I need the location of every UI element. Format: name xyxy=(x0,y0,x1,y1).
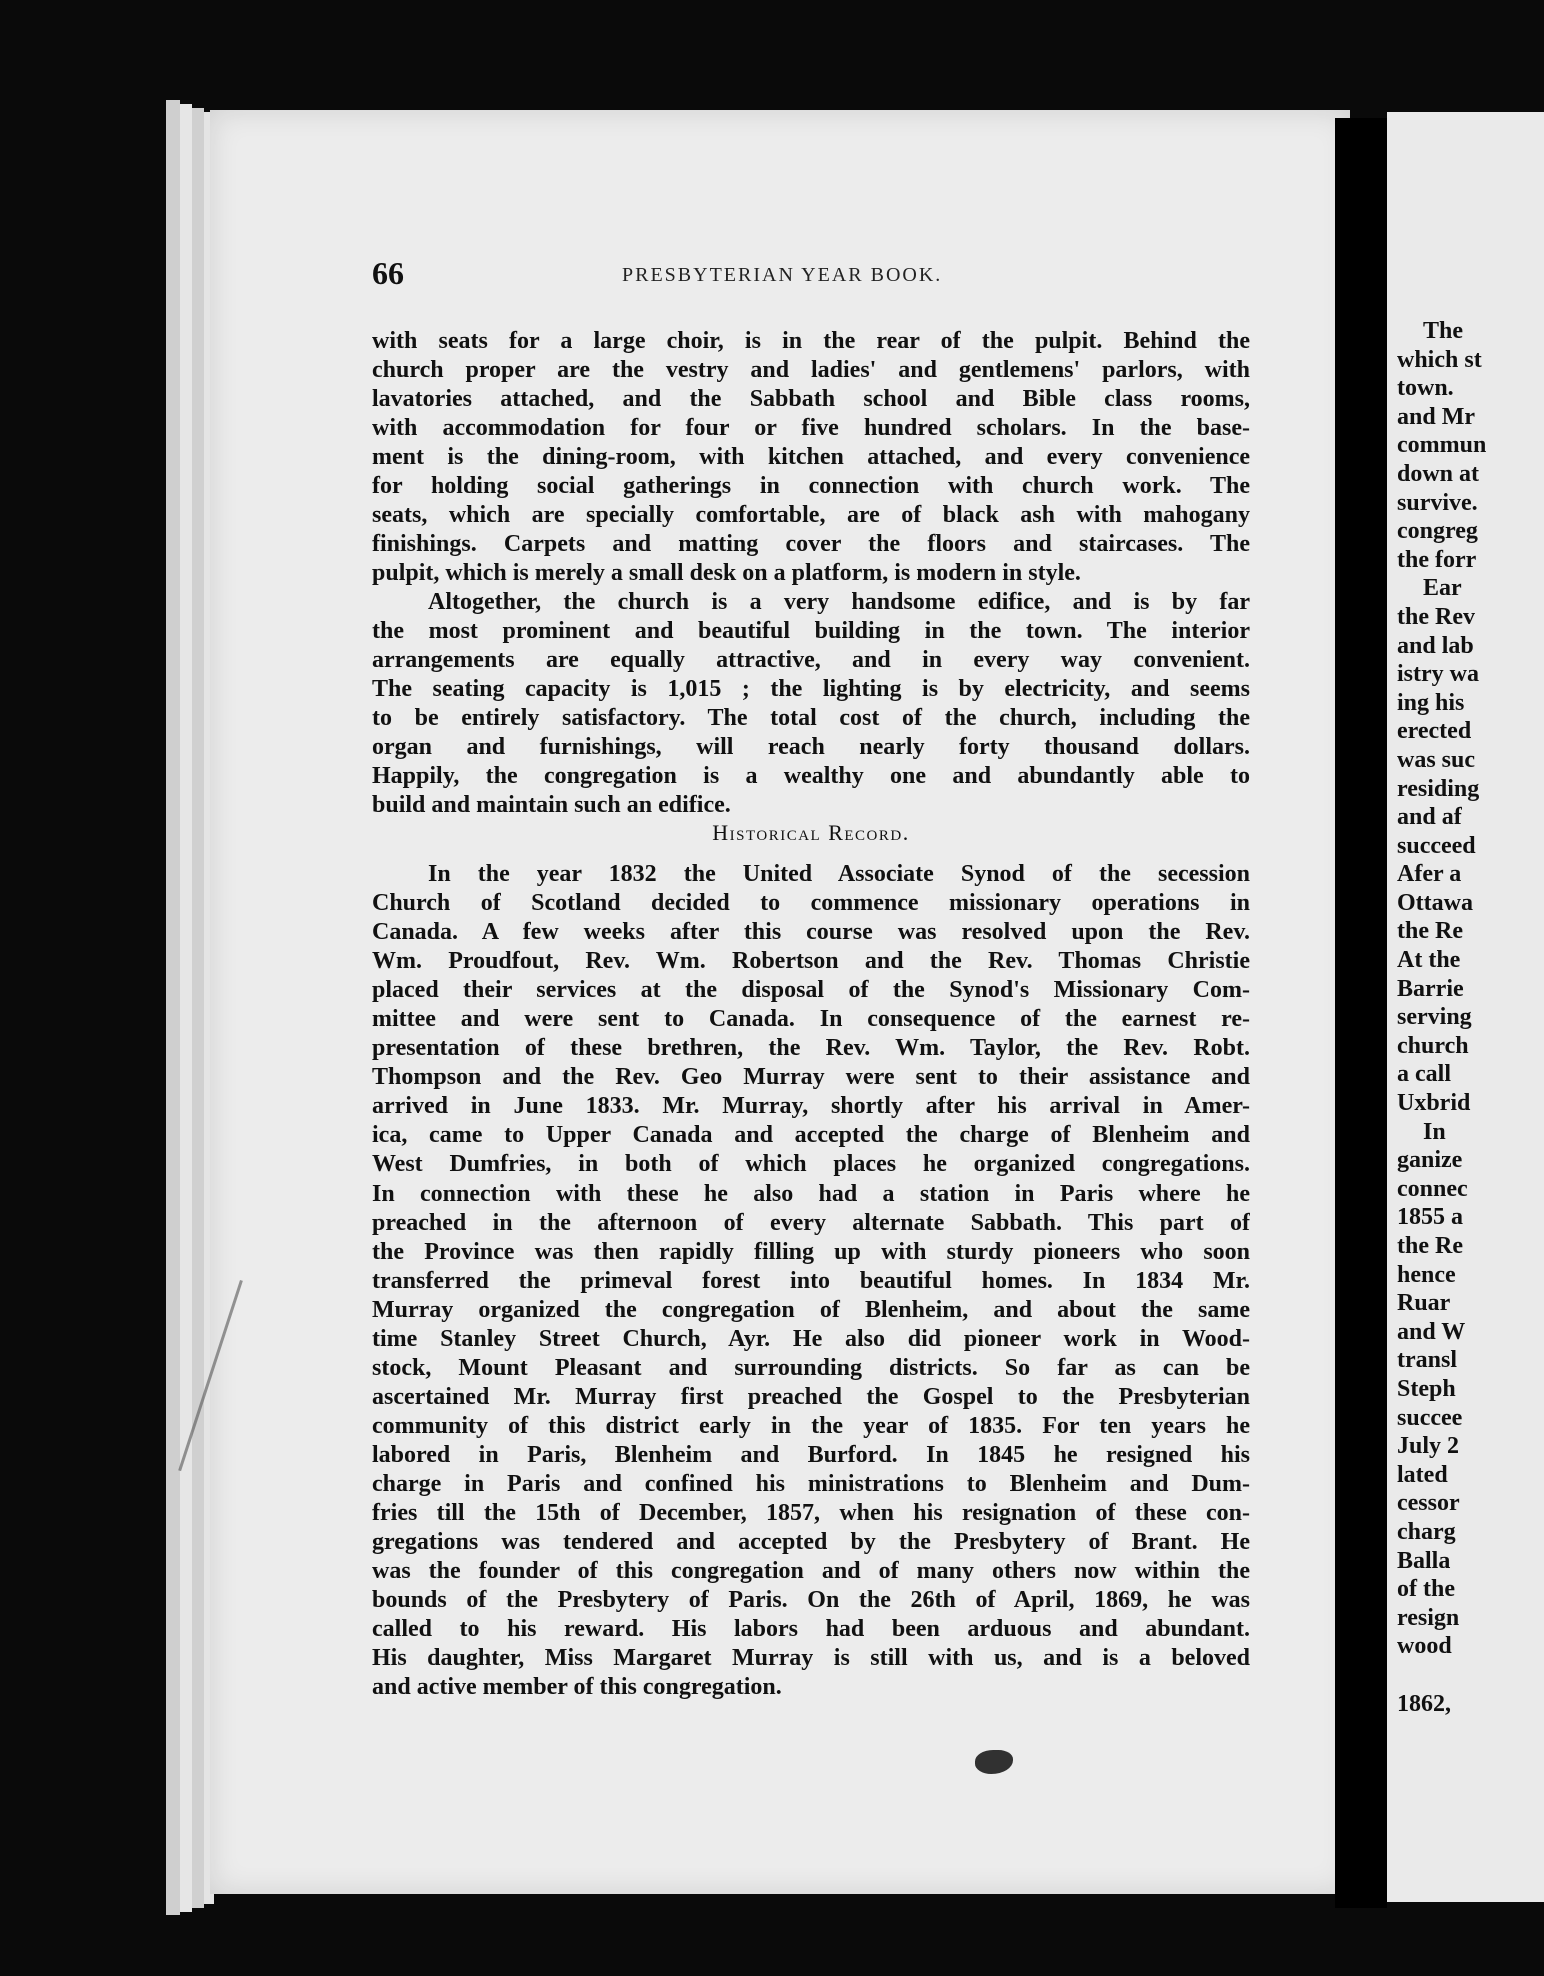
text-line: called to his reward. His labors had been arduous and abundant. xyxy=(372,1616,1250,1643)
facing-page-text xyxy=(1397,317,1544,1718)
facing-line: succeed xyxy=(1397,832,1476,859)
facing-line: Afer a xyxy=(1397,861,1462,888)
text-line: In the year 1832 the United Associate Synod of the secession xyxy=(428,861,1250,887)
text-line: the most prominent and beautiful building in the town. The interior xyxy=(372,618,1250,645)
text-line: charge in Paris and confined his ministrations to Blenheim and Dum- xyxy=(372,1470,1250,1497)
text-line: arrived in June 1833. Mr. Murray, shortly after his arrival in Amer- xyxy=(372,1093,1250,1120)
text-line: Altogether, the church is a very handsome edifice, and is by far xyxy=(428,589,1250,615)
facing-line: cessor xyxy=(1397,1490,1460,1517)
facing-line: serving xyxy=(1397,1004,1472,1031)
paragraph-1 xyxy=(372,327,1250,588)
facing-line: the Rev xyxy=(1397,603,1475,630)
facing-line: ganize xyxy=(1397,1147,1463,1174)
text-line: presentation of these brethren, the Rev. Wm. Taylor, the Rev. Robt. xyxy=(372,1035,1250,1062)
facing-line: and lab xyxy=(1397,632,1474,659)
facing-page xyxy=(1387,112,1544,1902)
text-line: seats, which are specially comfortable, are of black ash with mahogany xyxy=(372,502,1250,529)
running-title: PRESBYTERIAN YEAR BOOK. xyxy=(622,264,943,286)
facing-line: Ruar xyxy=(1397,1290,1451,1317)
text-line: for holding social gatherings in connection with church work. The xyxy=(372,473,1250,500)
facing-line: and W xyxy=(1397,1318,1466,1345)
text-line: ica, came to Upper Canada and accepted the charge of Blenheim and xyxy=(372,1122,1250,1149)
facing-line xyxy=(1397,1661,1544,1690)
text-line: gregations was tendered and accepted by the Presbytery of Brant. He xyxy=(372,1529,1250,1556)
facing-line: commun xyxy=(1397,432,1487,459)
text-line: Murray organized the congregation of Blenheim, and about the same xyxy=(372,1296,1250,1323)
facing-line: the Re xyxy=(1397,1233,1463,1259)
text-line: fries till the 15th of December, 1857, when his resignation of these con- xyxy=(372,1500,1250,1527)
facing-line: and Mr xyxy=(1397,403,1475,430)
text-line: mittee and were sent to Canada. In consequence of the earnest re- xyxy=(372,1006,1250,1033)
text-line: Thompson and the Rev. Geo Murray were sent to their assistance and xyxy=(372,1064,1250,1091)
text-line: was the founder of this congregation and of many others now within the xyxy=(372,1558,1250,1585)
facing-line: 1862, xyxy=(1397,1690,1451,1717)
text-line: ment is the dining-room, with kitchen attached, and every convenience xyxy=(372,444,1250,471)
text-line: to be entirely satisfactory. The total cost of the church, including the xyxy=(372,705,1250,732)
facing-line: The xyxy=(1423,318,1464,344)
facing-line: Ear xyxy=(1423,575,1462,602)
facing-line: wood xyxy=(1397,1633,1452,1660)
facing-line: Steph xyxy=(1397,1375,1456,1402)
facing-line: Uxbrid xyxy=(1397,1090,1471,1117)
facing-line: down at xyxy=(1397,460,1480,487)
facing-line: Balla xyxy=(1397,1547,1451,1574)
paragraph-3 xyxy=(372,860,1250,1702)
facing-line: erected xyxy=(1397,718,1472,745)
facing-line: the forr xyxy=(1397,546,1477,573)
facing-line: July 2 xyxy=(1397,1433,1460,1460)
facing-line: Barrie xyxy=(1397,975,1464,1002)
page-header xyxy=(372,255,1132,295)
text-line: West Dumfries, in both of which places he organized congregations. xyxy=(372,1151,1250,1178)
text-line: lavatories attached, and the Sabbath school and Bible class rooms, xyxy=(372,386,1250,413)
facing-line: resign xyxy=(1397,1604,1460,1631)
text-line: with accommodation for four or five hundred scholars. In the base- xyxy=(372,415,1250,442)
text-line: church proper are the vestry and ladies' and gentlemens' parlors, with xyxy=(372,357,1250,384)
text-line: with seats for a large choir, is in the rear of the pulpit. Behind the xyxy=(372,328,1250,354)
facing-line: survive. xyxy=(1397,489,1478,516)
facing-line: of the xyxy=(1397,1576,1455,1603)
text-line: Happily, the congregation is a wealthy one and abundantly able to xyxy=(372,763,1250,790)
facing-line: the Re xyxy=(1397,918,1463,945)
text-line: pulpit, which is merely a small desk on a platform, is modern in style. xyxy=(372,560,1081,587)
facing-line: lated xyxy=(1397,1461,1448,1488)
facing-line: transl xyxy=(1397,1347,1457,1374)
text-line: the Province was then rapidly filling up with sturdy pioneers who soon xyxy=(372,1238,1250,1265)
text-line: time Stanley Street Church, Ayr. He also did pioneer work in Wood- xyxy=(372,1325,1250,1352)
facing-line: 1855 a xyxy=(1397,1204,1463,1231)
text-line: transferred the primeval forest into beautiful homes. In 1834 Mr. xyxy=(372,1267,1250,1294)
page-edge xyxy=(180,104,192,1912)
text-line: ascertained Mr. Murray first preached the Gospel to the Presbyterian xyxy=(372,1383,1250,1410)
facing-line: was suc xyxy=(1397,746,1476,773)
text-line: His daughter, Miss Margaret Murray is still with us, and is a beloved xyxy=(372,1645,1250,1672)
facing-line: ing his xyxy=(1397,689,1465,716)
facing-line: church xyxy=(1397,1032,1469,1059)
facing-line: which st xyxy=(1397,346,1482,373)
text-line: Wm. Proudfout, Rev. Wm. Robertson and the Rev. Thomas Christie xyxy=(372,948,1250,975)
facing-line: succee xyxy=(1397,1404,1463,1431)
section-heading: Historical Record. xyxy=(712,820,910,845)
text-line: preached in the afternoon of every alternate Sabbath. This part of xyxy=(372,1209,1250,1236)
facing-line: a call xyxy=(1397,1061,1451,1088)
facing-line: In xyxy=(1423,1118,1446,1145)
facing-line: istry wa xyxy=(1397,661,1479,688)
facing-line: charg xyxy=(1397,1518,1456,1545)
facing-line: connec xyxy=(1397,1175,1468,1202)
page-edge xyxy=(166,100,180,1915)
text-line: build and maintain such an edifice. xyxy=(372,792,731,819)
facing-line: congreg xyxy=(1397,518,1478,545)
text-line: Church of Scotland decided to commence missionary operations in xyxy=(372,890,1250,917)
facing-line: and af xyxy=(1397,804,1462,831)
text-line: placed their services at the disposal of the Synod's Missionary Com- xyxy=(372,977,1250,1004)
facing-line: At the xyxy=(1397,947,1461,974)
text-line: arrangements are equally attractive, and in every way convenient. xyxy=(372,647,1250,674)
text-line: bounds of the Presbytery of Paris. On the 26th of April, 1869, he was xyxy=(372,1587,1250,1614)
page-edge xyxy=(192,108,204,1908)
text-line: and active member of this congregation. xyxy=(372,1674,782,1701)
text-line: In connection with these he also had a station in Paris where he xyxy=(372,1180,1250,1207)
book-gutter xyxy=(1335,118,1387,1908)
text-line: finishings. Carpets and matting cover the floors and staircases. The xyxy=(372,531,1250,558)
text-line: community of this district early in the year of 1835. For ten years he xyxy=(372,1412,1250,1439)
page-number: 66 xyxy=(372,255,404,291)
text-line: The seating capacity is 1,015 ; the lighting is by electricity, and seems xyxy=(372,676,1250,703)
facing-line: hence xyxy=(1397,1261,1456,1288)
text-line: labored in Paris, Blenheim and Burford. In 1845 he resigned his xyxy=(372,1441,1250,1468)
facing-line: town. xyxy=(1397,375,1454,402)
facing-line: Ottawa xyxy=(1397,889,1473,916)
text-line: organ and furnishings, will reach nearly forty thousand dollars. xyxy=(372,734,1250,761)
text-line: stock, Mount Pleasant and surrounding districts. So far as can be xyxy=(372,1354,1250,1381)
text-line: Canada. A few weeks after this course was resolved upon the Rev. xyxy=(372,919,1250,946)
paragraph-2 xyxy=(372,588,1250,820)
facing-line: residing xyxy=(1397,775,1480,802)
